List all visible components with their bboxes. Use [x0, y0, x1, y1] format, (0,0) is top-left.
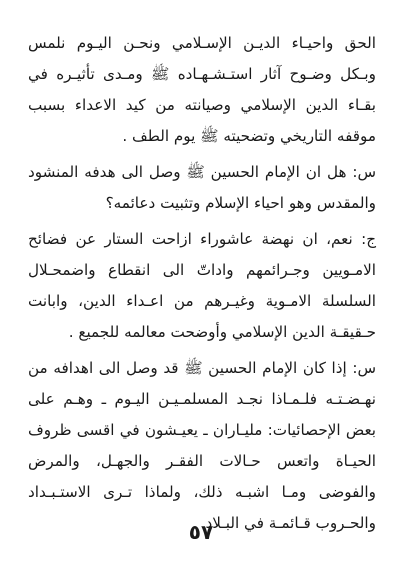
page-number: ٥٧: [188, 520, 214, 544]
paragraph-intro-continuation: الحق واحيـاء الديـن الإسـلامي ونحـن اليـوم نلمس وبـكل وضـوح آثار استـشـهـاده ﷺ ومـدى تأثيـره في بقـاء الدين الإسلامي وصيانته من كيد الاعداء بسبب موقفه التاريخي وتضحيته ﷺ يوم الطف .: [28, 34, 376, 145]
paragraph-question-2: س: إذا كان الإمام الحسين ﷺ قد وصل الى اهدافه من نهـضـتـه فلـمـاذا نجـد المسلمـيـن اليـوم ـ وهـم على بعض الإحصائيات: مليـاران ـ يعيـشون في اقسى ظروف الحيـاة واتعس حـالات الفقـر والجهـل، والمرض والفوضى ومـا اشبـه ذلك، ولماذا تـرى الاستـبـداد والحـروب قـائمـة في البـلاد: [28, 359, 376, 532]
paragraph-question-1: س: هل ان الإمام الحسين ﷺ وصل الى هدفه المنشود والمقدس وهو احياء الإسلام وتثبيت دعائمه؟: [28, 163, 376, 212]
body-text: [28, 28, 376, 544]
paragraph-answer-1: ج: نعم، ان نهضة عاشوراء ازاحت الستار عن فضائح الامـويين وجـرائمهم واداتّ الى انقطاع واضمحـلال السلسلة الامـوية وغيـرهم من اعـداء الدين، وابانت حـقيقـة الدين الإسلامي وأوضحت معالمه للجميع .: [28, 230, 376, 341]
